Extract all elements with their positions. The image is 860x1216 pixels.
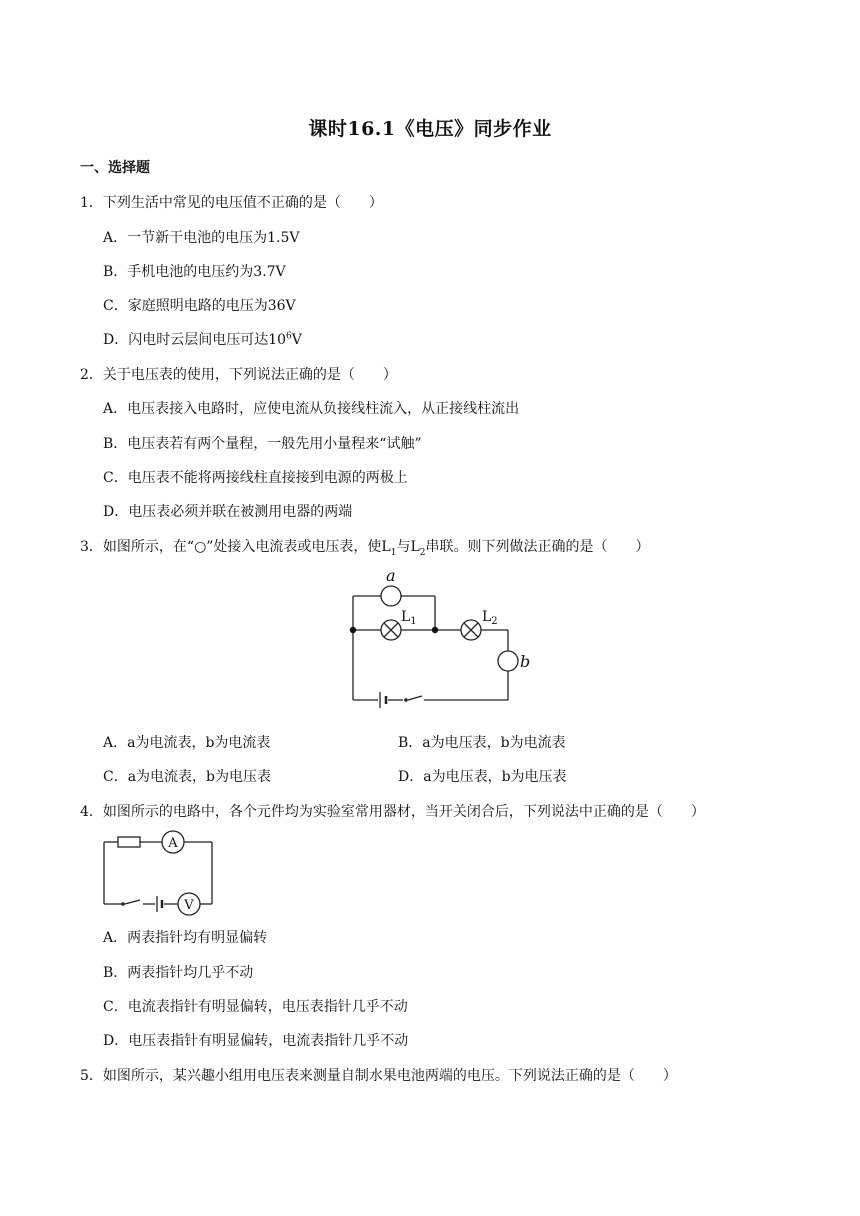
q3-stem [80,536,650,558]
q3-option-b: B．a为电压表，b为电流表 [398,735,566,751]
q2-option-d: D．电压表必须并联在被测用电器的两端 [103,504,353,520]
q1-option-b: B．手机电池的电压约为3.7V [103,264,286,280]
q4-resistor [118,837,140,847]
q3-label-b: b [520,652,530,671]
q3-label-l1: $L_1$ [401,609,417,627]
q5-stem: 5．如图所示，某兴趣小组用电压表来测量自制水果电池两端的电压。下列说法正确的是（ ） [80,1068,677,1084]
q3-option-d: D．a为电压表，b为电压表 [398,769,567,785]
q4-option-b: B．两表指针均几乎不动 [103,965,254,981]
q2-option-c: C．电压表不能将两接线柱直接接到电源的两极上 [103,470,408,486]
section-heading: 一、选择题 [80,160,150,176]
q1-stem: 1．下列生活中常见的电压值不正确的是（ ） [80,195,383,211]
q2-option-b: B．电压表若有两个量程，一般先用小量程来“试触” [103,436,422,452]
q1-option-d-unit: V [291,332,302,348]
q1-option-a: A．一节新干电池的电压为1.5V [103,230,300,246]
q3-stem-part1: 3．如图所示，在“○”处接入电流表或电压表，使L [80,539,391,555]
q4-option-d: D．电压表指针有明显偏转，电流表指针几乎不动 [103,1033,409,1049]
q4-stem: 4．如图所示的电路中，各个元件均为实验室常用器材，当开关闭合后，下列说法中正确的是（ ） [80,804,705,820]
q4-switch [125,900,140,904]
q4-voltmeter-label: V [184,898,194,913]
q1-option-c: C．家庭照明电路的电压为36V [103,298,296,314]
q3-meter-b [498,651,518,671]
q2-option-a: A．电压表接入电路时，应使电流从负接线柱流入，从正接线柱流出 [103,401,520,417]
q3-stem-sub1: 1 [390,547,397,558]
q3-label-a: a [386,566,396,585]
q4-option-a: A．两表指针均有明显偏转 [103,930,268,946]
q4-option-c: C．电流表指针有明显偏转，电压表指针几乎不动 [103,999,408,1015]
q3-option-c: C．a为电流表，b为电压表 [103,769,272,785]
q3-label-l2: $L_2$ [482,609,498,627]
q3-stem-part3: 串联。则下列做法正确的是（ ） [425,539,650,555]
q2-stem: 2．关于电压表的使用，下列说法正确的是（ ） [80,367,397,383]
q3-meter-a [381,586,401,606]
q4-ammeter-label: A [168,836,178,851]
q1-option-d [103,329,302,349]
q3-option-a: A．a为电流表，b为电流表 [103,735,271,751]
q1-option-d-text: D．闪电时云层间电压可达10 [103,332,287,348]
q3-stem-sub2: 2 [419,547,426,558]
q3-switch [408,696,422,700]
q4-circuit-diagram [100,828,220,920]
q3-stem-part2: 与L [396,539,420,555]
page-title: 课时16.1《电压》同步作业 [308,118,552,140]
q3-circuit-diagram [340,565,530,710]
q1-option-d-exponent: 6 [286,331,292,342]
